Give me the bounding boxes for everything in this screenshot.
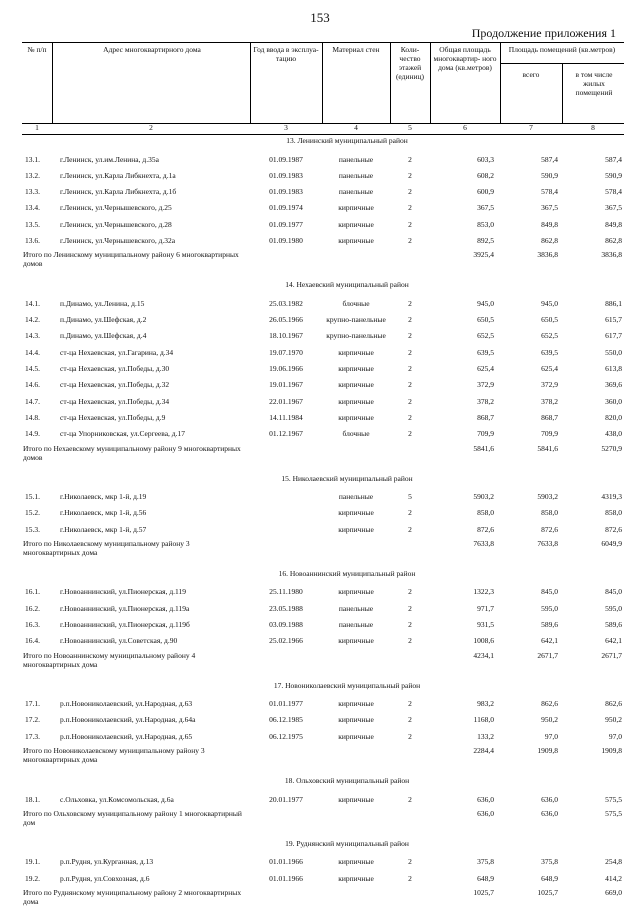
- row-address: ст-ца Нехаевская, ул.Победы, д.9: [60, 412, 166, 422]
- section-title: 15. Николаевский муниципальный район: [281, 473, 413, 483]
- row-address: г.Новоаннинский, ул.Пионерская, д.119: [60, 587, 187, 597]
- row-floors: 2: [408, 219, 412, 229]
- row-residential-area: 414,2: [605, 873, 622, 883]
- row-premises-area: 845,0: [541, 587, 558, 597]
- row-year: 19.06.1966: [269, 364, 303, 373]
- header-col-residential: в том числе жилых помещений: [575, 70, 613, 97]
- row-floors: 2: [408, 636, 412, 646]
- section-total-premises: 5841,6: [537, 443, 558, 453]
- row-floors: 2: [408, 347, 412, 357]
- row-address: г.Новоаннинский, ул.Пионерская, д.119б: [60, 620, 190, 629]
- section-total-label: Итого по Николаевскому муниципальному району 3 многоквартирных дома: [23, 538, 190, 557]
- row-floors: 2: [408, 587, 412, 597]
- row-total-area: 868,7: [477, 412, 494, 422]
- row-premises-area: 849,8: [541, 219, 558, 229]
- row-floors: 5: [408, 492, 412, 501]
- row-residential-area: 849,8: [605, 219, 622, 229]
- section-total-area: 7633,8: [473, 538, 494, 548]
- row-premises-area: 950,2: [541, 715, 558, 725]
- row-total-area: 603,3: [477, 154, 494, 164]
- table-header: [22, 42, 624, 124]
- row-premises-area: 378,2: [541, 396, 558, 406]
- row-year: 20.01.1977: [269, 794, 303, 804]
- row-floors: 2: [408, 524, 412, 534]
- row-floors: 2: [408, 154, 412, 164]
- row-address: ст-ца Нехаевская, ул.Победы, д.34: [60, 396, 170, 406]
- row-total-area: 872,6: [477, 524, 494, 534]
- row-year: 01.09.1974: [269, 203, 303, 213]
- row-number: 14.4.: [25, 347, 40, 357]
- section-total-area: 1025,7: [473, 887, 494, 897]
- row-year: 18.10.1967: [269, 331, 303, 341]
- row-premises-area: 862,6: [541, 699, 558, 709]
- section-total-residential: 3836,8: [601, 250, 622, 260]
- row-number: 16.1.: [25, 587, 40, 597]
- row-number: 14.6.: [25, 380, 40, 390]
- row-address: г.Ленинск, ул.Чернышевского, д.32а: [60, 236, 176, 245]
- section-title: 17. Новониколаевский муниципальный район: [273, 680, 421, 690]
- row-residential-area: 97,0: [608, 731, 622, 741]
- row-year: 01.01.1966: [269, 857, 303, 867]
- row-floors: 2: [408, 699, 412, 709]
- row-floors: 2: [408, 603, 412, 613]
- row-residential-area: 360,0: [605, 396, 622, 406]
- row-year: 25.03.1982: [269, 298, 303, 308]
- row-number: 16.3.: [25, 620, 40, 629]
- row-floors: 2: [408, 298, 412, 308]
- row-total-area: 858,0: [477, 508, 494, 518]
- row-year: 01.01.1977: [269, 699, 303, 709]
- row-number: 19.2.: [25, 873, 40, 883]
- row-residential-area: 820,0: [605, 412, 622, 422]
- table-body: [22, 134, 624, 906]
- column-number: 3: [284, 123, 288, 132]
- row-address: г.Николаевск, мкр 1-й, д.56: [60, 508, 147, 518]
- row-premises-area: 709,9: [541, 429, 558, 439]
- row-wall-material: кирпичные: [338, 715, 374, 725]
- row-number: 17.3.: [25, 731, 40, 741]
- row-floors: 2: [408, 236, 412, 245]
- row-wall-material: кирпичные: [338, 364, 374, 373]
- row-residential-area: 578,4: [605, 187, 622, 197]
- row-wall-material: кирпичные: [338, 347, 374, 357]
- row-floors: 2: [408, 715, 412, 725]
- row-address: г.Ленинск, ул.им.Ленина, д.35а: [60, 154, 159, 164]
- row-number: 13.5.: [25, 219, 40, 229]
- row-total-area: 971,7: [477, 603, 494, 613]
- row-floors: 2: [408, 203, 412, 213]
- row-year: 03.09.1988: [269, 620, 303, 629]
- row-address: р.п.Рудня, ул.Совхозная, д.6: [60, 873, 150, 883]
- row-year: 01.12.1967: [269, 429, 303, 439]
- section-total-label: Итого по Новониколаевскому муниципальному району 3 многоквартирных дома: [23, 746, 205, 764]
- section-total-premises: 2671,7: [537, 650, 558, 660]
- row-number: 14.1.: [25, 298, 40, 308]
- row-wall-material: кирпичные: [338, 508, 374, 518]
- row-residential-area: 858,0: [605, 508, 622, 518]
- row-year: 14.11.1984: [269, 412, 303, 422]
- row-year: 19.01.1967: [269, 380, 303, 390]
- row-number: 13.6.: [25, 236, 40, 245]
- row-number: 15.3.: [25, 524, 40, 534]
- row-total-area: 931,5: [477, 620, 494, 629]
- row-total-area: 853,0: [477, 219, 494, 229]
- section-title: 14. Нехаевский муниципальный район: [285, 280, 409, 290]
- row-floors: 2: [408, 429, 412, 439]
- row-year: 26.05.1966: [269, 315, 303, 325]
- continuation-label: Продолжение приложения 1: [471, 26, 616, 40]
- row-total-area: 608,2: [477, 170, 494, 180]
- section-title: 18. Ольховский муниципальный район: [284, 776, 410, 785]
- row-year: 01.09.1977: [269, 219, 303, 229]
- row-residential-area: 595,0: [605, 603, 622, 613]
- row-residential-area: 872,6: [605, 524, 622, 534]
- row-wall-material: панельные: [338, 492, 374, 501]
- row-floors: 2: [408, 331, 412, 341]
- row-number: 13.1.: [25, 154, 40, 164]
- row-premises-area: 625,4: [541, 364, 558, 373]
- row-total-area: 983,2: [477, 699, 494, 709]
- row-address: ст-ца Нехаевская, ул.Гагарина, д.34: [60, 347, 174, 357]
- row-premises-area: 372,9: [541, 380, 558, 390]
- row-residential-area: 369,6: [605, 380, 622, 390]
- row-number: 17.2.: [25, 715, 40, 725]
- row-total-area: 892,5: [477, 236, 494, 245]
- row-total-area: 367,5: [477, 203, 494, 213]
- header-col-floors: Коли- чество этажей (единиц): [395, 45, 425, 81]
- row-premises-area: 872,6: [541, 524, 558, 534]
- header-col-wall-material: Материал стен: [332, 45, 380, 54]
- row-floors: 2: [408, 364, 412, 373]
- section-total-area: 2284,4: [473, 746, 494, 755]
- row-residential-area: 642,1: [605, 636, 622, 646]
- row-wall-material: кирпичные: [338, 396, 374, 406]
- row-wall-material: кирпичные: [338, 203, 374, 213]
- row-address: п.Динамо, ул.Шефская, д.2: [60, 315, 147, 325]
- row-wall-material: панельные: [338, 620, 374, 629]
- row-address: ст-ца Нехаевская, ул.Победы, д.32: [60, 380, 170, 390]
- row-year: 01.09.1983: [269, 187, 303, 197]
- row-premises-area: 97,0: [544, 731, 558, 741]
- section-total-residential: 2671,7: [601, 650, 622, 660]
- row-year: 01.09.1980: [269, 236, 303, 245]
- section-total-label: Итого по Нехаевскому муниципальному району 9 многоквартирных домов: [23, 443, 241, 462]
- row-address: г.Новоаннинский, ул.Советская, д.90: [60, 636, 178, 646]
- row-total-area: 375,8: [477, 857, 494, 867]
- row-wall-material: кирпичные: [338, 524, 374, 534]
- row-total-area: 652,5: [477, 331, 494, 341]
- section-total-premises: 3836,8: [537, 250, 558, 260]
- row-premises-area: 587,4: [541, 154, 558, 164]
- row-wall-material: кирпичные: [338, 587, 374, 597]
- row-number: 13.2.: [25, 170, 40, 180]
- section-title: 13. Ленинский муниципальный район: [286, 136, 408, 145]
- row-premises-area: 945,0: [541, 298, 558, 308]
- section-total-label: Итого по Руднянскому муниципальному району 2 многоквартирных дома: [23, 887, 242, 906]
- row-wall-material: кирпичные: [338, 380, 374, 390]
- section-total-area: 636,0: [477, 808, 494, 818]
- row-year: 22.01.1967: [269, 396, 303, 406]
- row-premises-area: 862,8: [541, 236, 558, 245]
- row-number: 16.2.: [25, 603, 40, 613]
- section-total-label: Итого по Ольховскому муниципальному району 1 многоквартирный дом: [23, 808, 242, 827]
- row-wall-material: панельные: [338, 170, 374, 180]
- row-year: 01.01.1966: [269, 873, 303, 883]
- row-wall-material: кирпичные: [338, 794, 374, 804]
- header-col-address: Адрес многоквартирного дома: [103, 45, 201, 54]
- row-total-area: 650,5: [477, 315, 494, 325]
- section-total-premises: 1025,7: [537, 887, 558, 897]
- row-total-area: 648,9: [477, 873, 494, 883]
- row-number: 18.1.: [25, 794, 40, 804]
- row-number: 14.3.: [25, 331, 40, 341]
- row-address: г.Ленинск, ул.Карла Либкнехта, д.1б: [60, 187, 177, 197]
- section-title: 19. Руднянский муниципальный район: [285, 838, 409, 848]
- row-year: 25.11.1980: [269, 587, 303, 597]
- column-number: 7: [529, 123, 533, 132]
- row-residential-area: 4319,3: [601, 492, 622, 501]
- row-wall-material: крупно-панельные: [326, 331, 386, 341]
- header-col-premises-area: Площадь помещений (кв.метров): [508, 45, 616, 54]
- section-total-label: Итого по Ленинскому муниципальному району 6 многоквартирных домов: [23, 250, 239, 269]
- row-address: с.Ольховка, ул.Комсомольская, д.6а: [60, 794, 174, 804]
- row-premises-area: 367,5: [541, 203, 558, 213]
- row-address: г.Николаевск, мкр 1-й, д.19: [60, 492, 147, 501]
- row-floors: 2: [408, 380, 412, 390]
- row-number: 14.5.: [25, 364, 40, 373]
- row-wall-material: блочные: [342, 298, 370, 308]
- header-col-total: всего: [522, 70, 540, 79]
- row-address: р.п.Новониколаевский, ул.Народная, д.63: [60, 699, 193, 709]
- row-number: 16.4.: [25, 636, 40, 646]
- row-premises-area: 375,8: [541, 857, 558, 867]
- row-wall-material: панельные: [338, 603, 374, 613]
- row-year: 06.12.1975: [269, 731, 303, 741]
- row-address: г.Новоаннинский, ул.Пионерская, д.119а: [60, 603, 190, 613]
- row-total-area: 600,9: [477, 187, 494, 197]
- row-wall-material: кирпичные: [338, 636, 374, 646]
- row-residential-area: 845,0: [605, 587, 622, 597]
- row-premises-area: 642,1: [541, 636, 558, 646]
- row-number: 14.8.: [25, 412, 40, 422]
- section-total-residential: 6049,9: [601, 538, 622, 548]
- row-total-area: 1008,6: [473, 636, 494, 646]
- page-number: 153: [310, 10, 330, 25]
- row-wall-material: кирпичные: [338, 219, 374, 229]
- row-number: 13.4.: [25, 203, 40, 213]
- row-premises-area: 636,0: [541, 794, 558, 804]
- row-address: р.п.Новониколаевский, ул.Народная, д.65: [60, 731, 193, 741]
- row-residential-area: 862,8: [605, 236, 622, 245]
- row-residential-area: 589,6: [605, 620, 622, 629]
- row-wall-material: кирпичные: [338, 699, 374, 709]
- row-residential-area: 862,6: [605, 699, 622, 709]
- section-total-residential: 575,5: [605, 808, 622, 818]
- row-address: ст-ца Нехаевская, ул.Победы, д.30: [60, 364, 170, 373]
- section-total-residential: 5270,9: [601, 443, 622, 453]
- row-floors: 2: [408, 794, 412, 804]
- column-number: 1: [35, 123, 39, 132]
- row-total-area: 639,5: [477, 347, 494, 357]
- header-col-number: № п/п: [27, 45, 47, 54]
- row-premises-area: 5903,2: [537, 492, 558, 501]
- column-number: 4: [354, 123, 358, 132]
- section-total-residential: 669,0: [605, 887, 622, 897]
- row-residential-area: 575,5: [605, 794, 622, 804]
- row-wall-material: панельные: [338, 187, 374, 197]
- row-premises-area: 578,4: [541, 187, 558, 197]
- row-premises-area: 868,7: [541, 412, 558, 422]
- row-year: 01.09.1987: [269, 154, 303, 164]
- section-title: 16. Новоаннинский муниципальный район: [278, 568, 416, 578]
- row-total-area: 133,2: [477, 731, 494, 741]
- row-floors: 2: [408, 315, 412, 325]
- row-total-area: 372,9: [477, 380, 494, 390]
- row-number: 17.1.: [25, 699, 40, 709]
- section-total-area: 4234,1: [473, 650, 494, 660]
- row-number: 14.7.: [25, 396, 40, 406]
- row-address: р.п.Рудня, ул.Курганная, д.13: [60, 857, 154, 867]
- row-premises-area: 639,5: [541, 347, 558, 357]
- row-floors: 2: [408, 620, 412, 629]
- row-address: г.Ленинск, ул.Чернышевского, д.28: [60, 219, 172, 229]
- row-year: 19.07.1970: [269, 347, 303, 357]
- row-address: р.п.Новониколаевский, ул.Народная, д.64а: [60, 715, 196, 725]
- row-address: г.Ленинск, ул.Карла Либкнехта, д.1а: [60, 170, 176, 180]
- row-total-area: 378,2: [477, 396, 494, 406]
- section-total-premises: 7633,8: [537, 538, 558, 548]
- row-wall-material: кирпичные: [338, 857, 374, 867]
- row-premises-area: 648,9: [541, 873, 558, 883]
- header-col-year: Год ввода в эксплуа- тацию: [253, 45, 319, 63]
- row-wall-material: кирпичные: [338, 873, 374, 883]
- row-residential-area: 615,7: [605, 315, 622, 325]
- row-address: г.Николаевск, мкр 1-й, д.57: [60, 524, 147, 534]
- row-number: 14.9.: [25, 429, 40, 439]
- column-number: 8: [591, 123, 595, 132]
- row-floors: 2: [408, 873, 412, 883]
- row-floors: 2: [408, 508, 412, 518]
- row-total-area: 1322,3: [473, 587, 494, 597]
- row-floors: 2: [408, 396, 412, 406]
- row-total-area: 709,9: [477, 429, 494, 439]
- row-address: п.Динамо, ул.Ленина, д.15: [60, 298, 145, 308]
- row-floors: 2: [408, 187, 412, 197]
- section-total-area: 5841,6: [473, 443, 494, 453]
- row-total-area: 5903,2: [473, 492, 494, 501]
- row-wall-material: кирпичные: [338, 731, 374, 741]
- row-residential-area: 550,0: [605, 347, 622, 357]
- row-address: ст-ца Упорниковская, ул.Сергеева, д.17: [60, 429, 185, 439]
- row-year: 01.09.1983: [269, 170, 303, 180]
- row-floors: 2: [408, 412, 412, 422]
- row-year: 25.02.1966: [269, 636, 303, 646]
- row-wall-material: крупно-панельные: [326, 315, 386, 325]
- row-wall-material: кирпичные: [338, 412, 374, 422]
- row-floors: 2: [408, 170, 412, 180]
- section-total-premises: 636,0: [541, 808, 558, 818]
- row-number: 15.1.: [25, 492, 40, 501]
- row-residential-area: 438,0: [605, 429, 622, 439]
- row-address: г.Ленинск, ул.Чернышевского, д.25: [60, 203, 172, 213]
- row-premises-area: 858,0: [541, 508, 558, 518]
- row-residential-area: 587,4: [605, 154, 622, 164]
- row-number: 15.2.: [25, 508, 40, 518]
- row-total-area: 1168,0: [473, 715, 494, 725]
- row-total-area: 945,0: [477, 298, 494, 308]
- row-total-area: 636,0: [477, 794, 494, 804]
- header-col-total-area: Общая площадь многоквартир- ного дома (кв.метров): [433, 45, 497, 72]
- column-number: 6: [463, 123, 467, 132]
- row-residential-area: 617,7: [605, 331, 622, 341]
- row-year: 23.05.1988: [269, 603, 303, 613]
- row-premises-area: 595,0: [541, 603, 558, 613]
- row-residential-area: 367,5: [605, 203, 622, 213]
- row-floors: 2: [408, 857, 412, 867]
- row-address: п.Динамо, ул.Шефская, д.4: [60, 331, 147, 341]
- column-number: 2: [149, 123, 153, 132]
- section-total-area: 3925,4: [473, 250, 494, 260]
- section-total-residential: 1909,8: [601, 746, 622, 755]
- section-total-premises: 1909,8: [537, 746, 558, 755]
- row-residential-area: 886,1: [605, 298, 622, 308]
- row-residential-area: 254,8: [605, 857, 622, 867]
- row-premises-area: 590,9: [541, 170, 558, 180]
- row-premises-area: 589,6: [541, 620, 558, 629]
- row-floors: 2: [408, 731, 412, 741]
- column-number: 5: [408, 123, 412, 132]
- row-wall-material: блочные: [342, 429, 370, 439]
- row-premises-area: 650,5: [541, 315, 558, 325]
- row-residential-area: 613,8: [605, 364, 622, 373]
- row-wall-material: панельные: [338, 154, 374, 164]
- row-residential-area: 950,2: [605, 715, 622, 725]
- row-wall-material: кирпичные: [338, 236, 374, 245]
- row-number: 13.3.: [25, 187, 40, 197]
- row-number: 19.1.: [25, 857, 40, 867]
- row-total-area: 625,4: [477, 364, 494, 373]
- row-year: 06.12.1985: [269, 715, 303, 725]
- row-number: 14.2.: [25, 315, 40, 325]
- row-residential-area: 590,9: [605, 170, 622, 180]
- section-total-label: Итого по Новоаннинскому муниципальному району 4 многоквартирных дома: [23, 650, 196, 669]
- row-premises-area: 652,5: [541, 331, 558, 341]
